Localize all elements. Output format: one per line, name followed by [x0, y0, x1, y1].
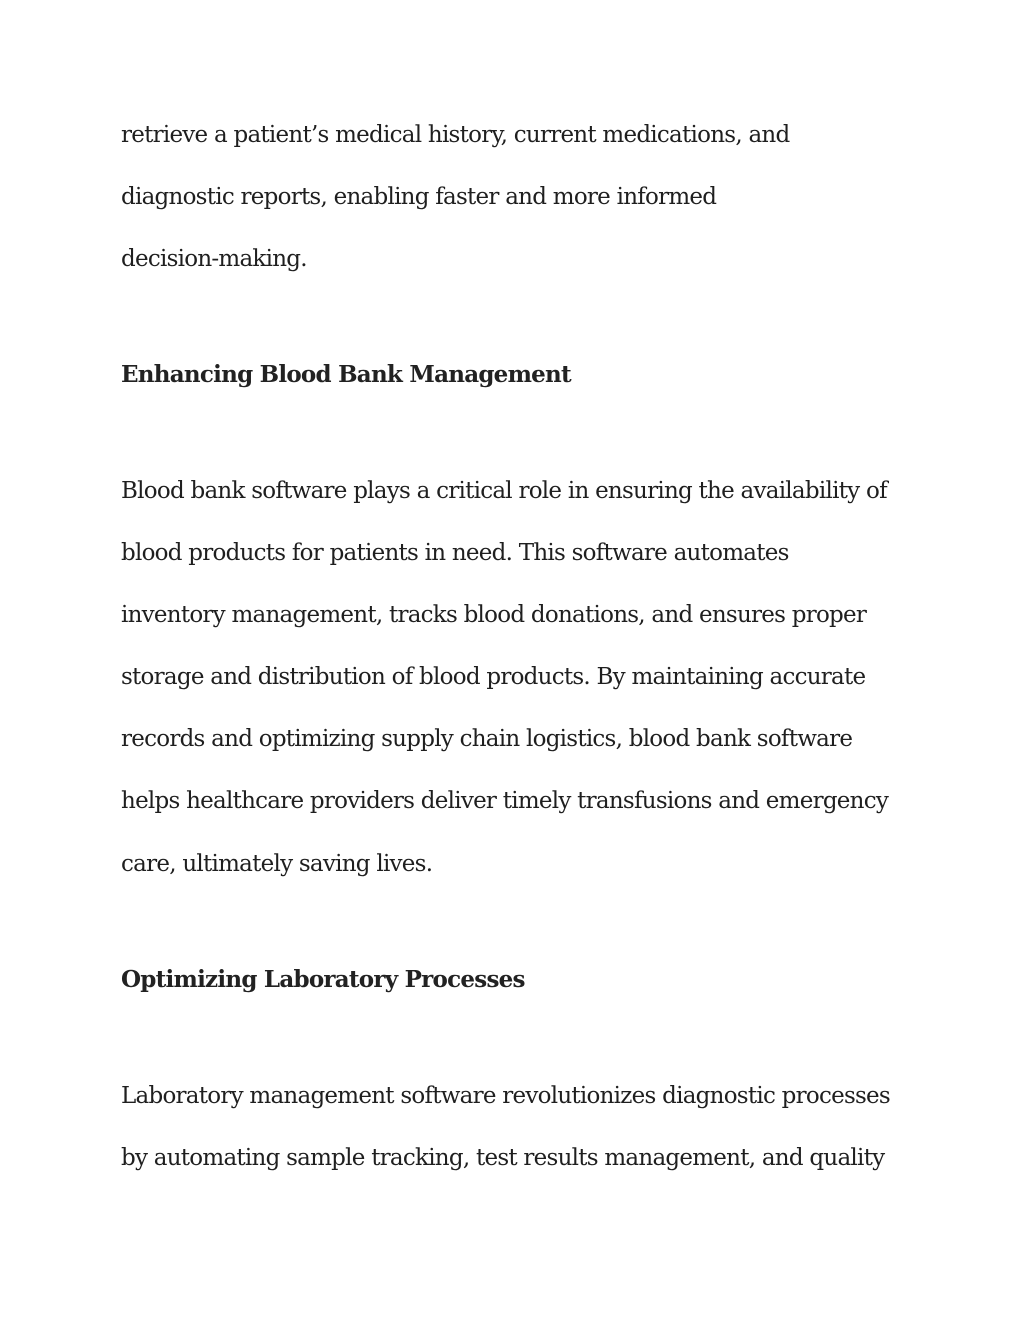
blood-bank-line-5: records and optimizing supply chain logistics, blood bank software: [121, 726, 853, 752]
intro-line-2: diagnostic reports, enabling faster and more informed: [121, 184, 717, 210]
blood-bank-line-7: care, ultimately saving lives.: [121, 851, 433, 877]
laboratory-line-1: Laboratory management software revolutionizes diagnostic processes: [121, 1083, 890, 1109]
blood-bank-line-1: Blood bank software plays a critical role in ensuring the availability of: [121, 478, 887, 504]
section-heading-blood-bank: Enhancing Blood Bank Management: [121, 361, 571, 388]
blood-bank-line-4: storage and distribution of blood products. By maintaining accurate: [121, 664, 866, 690]
laboratory-line-2: by automating sample tracking, test results management, and quality: [121, 1145, 885, 1171]
section-heading-laboratory: Optimizing Laboratory Processes: [121, 966, 525, 993]
intro-line-3: decision-making.: [121, 246, 307, 272]
blood-bank-line-2: blood products for patients in need. This software automates: [121, 540, 789, 566]
intro-line-1: retrieve a patient’s medical history, current medications, and: [121, 122, 790, 148]
blood-bank-line-6: helps healthcare providers deliver timely transfusions and emergency: [121, 788, 889, 814]
blood-bank-line-3: inventory management, tracks blood donations, and ensures proper: [121, 602, 867, 628]
